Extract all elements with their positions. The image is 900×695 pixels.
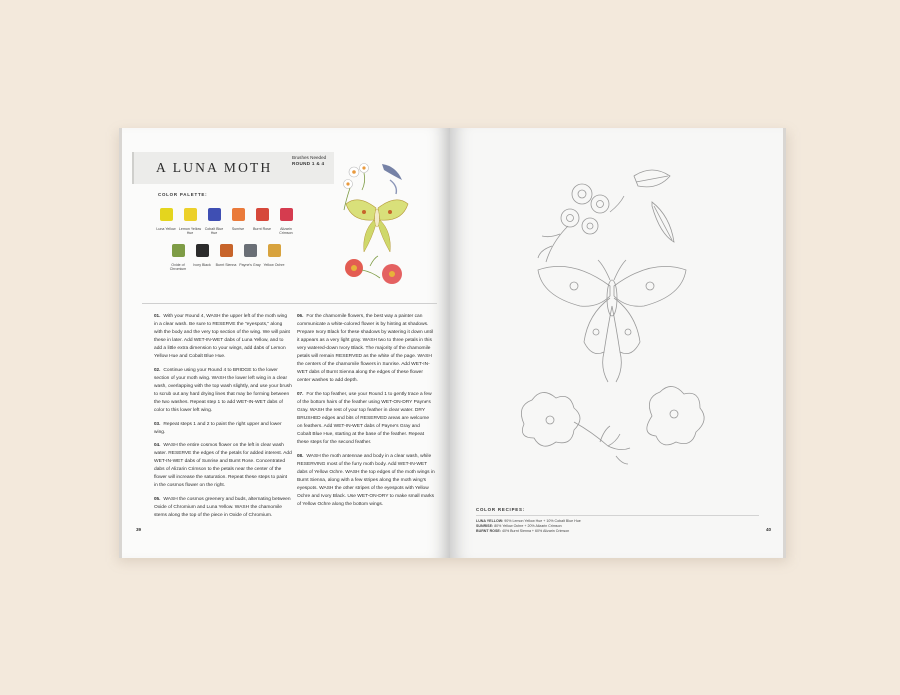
swatch-label: Ivory Black [193,263,211,267]
step-text: WASH the cosmos greenery and buds, alternating between Oxide of Chromium and Luna Yellow. WASH the chamomile stems along the top of the piece in Oxide of Chromium. [154,496,291,519]
step-text: For the top feather, use your Round 1 to gently trace a few of the bottom hairs of the feather using WET-ON-DRY Payne's Gray. WASH the rest of your top feather in clear water. DRY BRUSHED edges and bits of RESERVED areas are welcome on feathers. Add WET-IN-WET dabs of Payne's Gray and Cobalt Blue Hue, starting at the base of the feather. Repeat these steps for the second feather. [297,391,432,446]
step-number: 02. [154,366,161,372]
swatch-alizarin-crimson [280,208,293,221]
color-recipes-label: COLOR RECIPES: [476,507,526,512]
swatch-luna-yellow [160,208,173,221]
section-divider [142,303,437,304]
step-text: With your Round 4, WASH the upper left of the moth wing in a clear wash. Be sure to RESERVE the "eyespots," along with the body and the very top section of the wing. We will paint these in later. Add WET-IN-WET dabs of Luna Yellow, and to add a little extra dimension to your wings, add dabs of Lemon Yellow Hue and Cobalt Blue Hue. [154,314,290,360]
brushes-label: Brushes Needed [292,155,327,160]
swatch-label: Cobalt Blue Hue [204,227,224,236]
recipe-item [476,524,562,529]
step-number: 07. [297,390,304,396]
recipe-name: SUNRISE: [476,524,494,528]
swatch-ivory-black [196,244,209,257]
recipe-name: LUNA YELLOW: [476,519,504,523]
step-text: WASH the moth antennae and body in a clear wash, while RESERVING most of the furry moth body. Add WET-IN-WET dabs of Yellow Ochre. WASH the top edges of the moth wings in Burnt Sienna, along with a few stripes along the moth wing's eyespots. WASH the other stripes of the eyespots with Yellow Ochre and Ivory Black. Use WET-ON-DRY to make small marks of Yellow Ochre along the bottom wings. [297,453,435,508]
recipe-text: 40% Burnt Sienna + 60% Alizarin Crimson [501,529,570,533]
step [154,366,292,415]
line-feathers [634,170,674,242]
swatch-label: Luna Yellow [156,227,176,231]
swatch-sunrise [232,208,245,221]
recipe-item [476,529,569,534]
step-text: Continue using your Round 4 to BRIDGE to the lower section of your moth wing. WASH the lower left wing in a clear wash, overlapping with the top wash slightly, and use your brush to scrub out any hard drying lines that may be forming between the two washes. Repeat step 1 to add WET-IN-WET dabs of color to this lower left wing. [154,367,292,414]
line-cosmos [521,386,704,464]
step-number: 01. [154,313,161,318]
color-palette-label: COLOR PALETTE: [158,192,208,197]
swatch-burnt-rose [256,208,269,221]
swatch-paynes-gray [244,244,257,257]
step [297,452,435,509]
line-art-illustration [512,146,712,484]
step-number: 03. [154,420,161,426]
line-moth [538,260,686,382]
painted-moth-illustration [340,160,414,290]
step-number: 08. [297,452,304,458]
swatch-label: Lemon Yellow Hue [178,227,202,236]
recipes-divider [476,515,759,516]
step-text: WASH the entire cosmos flower on the left in clear wash water. RESERVE the edges of the petals for added interest. Add WET-IN-WET dabs of Sunrise and Burnt Rose. Concentrated dabs of Alizarin Crimson to the petals near the center of the flower will increase the saturation. Repeat these steps to paint in the cosmos flower on the right. [154,443,292,489]
step [154,312,292,361]
recipe-text: 80% Yellow Ochre + 20% Alizarin Crimson [494,524,562,528]
swatch-burnt-sienna [220,244,233,257]
swatch-label: Yellow Ochre [263,263,285,267]
page-title: A LUNA MOTH [156,160,273,175]
feather [382,164,402,180]
page-number-left: 39 [136,527,142,532]
line-chamomile [538,184,624,262]
step [297,312,435,385]
instructions-column-2 [297,312,435,514]
swatch-lemon-yellow-hue [184,208,197,221]
swatch-label: Burnt Sienna [215,263,237,267]
swatch-label: Payne's Gray [239,263,261,267]
instructions-column-1 [154,312,292,525]
luna-moth [346,200,408,252]
recipe-name: BURNT ROSE: [476,529,501,533]
step-number: 06. [297,313,304,318]
swatch-label: Sunrise [231,227,245,231]
page-edge-right [783,128,786,558]
recipe-text: 90% Lemon Yellow Hue + 10% Cobalt Blue Hue [504,519,581,523]
step-text: For the chamomile flowers, the best way a painter can communicate a white-colored flower is by hinting at shadows. Prepare Ivory Black for these shadows by watering it down until it appears as a very light gray. WASH two to three petals in this very watered-down Ivory Black. The majority of the chamomile petals will remain RESERVED as the white of the page. WASH the centers of the chamomile flowers in Sunrise. Add WET-IN-WET dabs of Burnt Sienna along the edges of these flower center washes to add depth. [297,314,433,384]
swatch-label: Oxide of Chromium [169,263,187,272]
step [154,420,292,437]
page-number-right: 40 [766,527,772,532]
cosmos-flowers [345,256,402,284]
swatch-oxide-of-chromium [172,244,185,257]
swatch-label: Burnt Rose [253,227,271,231]
right-page [450,128,783,558]
step [154,441,292,490]
swatch-yellow-ochre [268,244,281,257]
step-text: Repeat steps 1 and 2 to paint the right upper and lower wing. [154,421,282,435]
brushes-needed [292,155,326,167]
left-page [122,128,450,558]
step [297,390,435,447]
step [154,495,292,520]
swatch-cobalt-blue-hue [208,208,221,221]
swatch-label: Alizarin Crimson [279,227,293,236]
step-number: 05. [154,495,161,501]
brushes-value: ROUND 1 & 4 [292,161,325,166]
recipe-item [476,519,581,524]
step-number: 04. [154,442,161,448]
